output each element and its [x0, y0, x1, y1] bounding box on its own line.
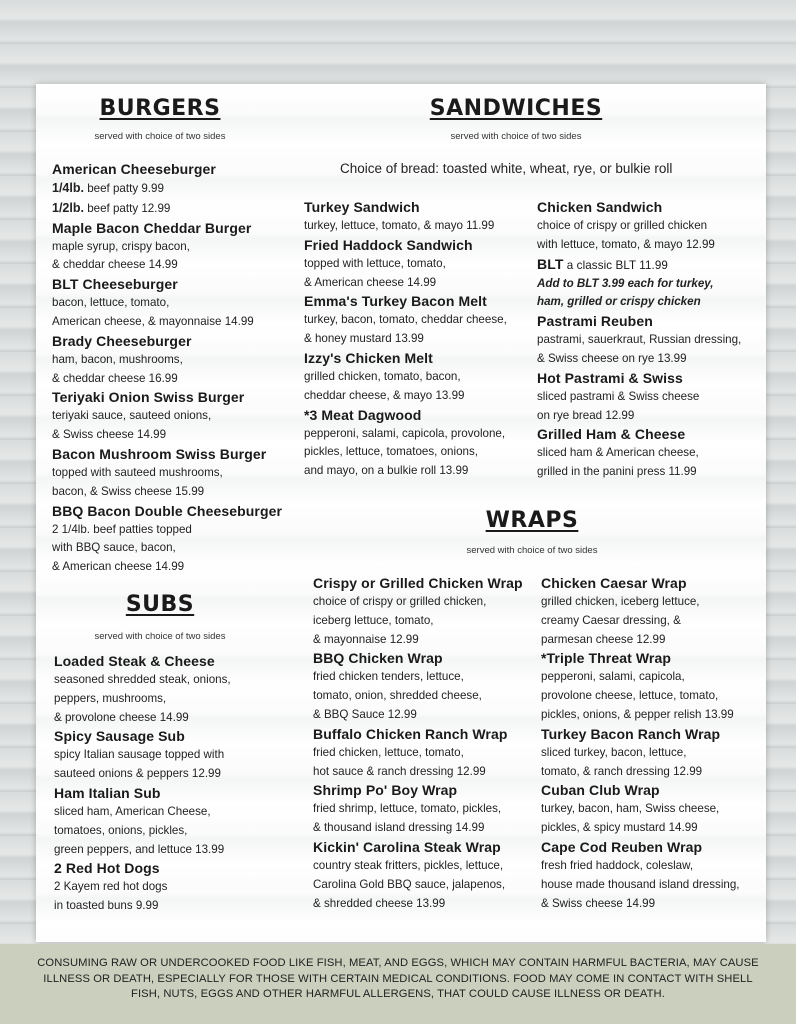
item-desc: & American cheese 14.99 — [52, 560, 185, 574]
menu-item — [54, 784, 231, 859]
menu-item — [52, 219, 282, 276]
item-desc: hot sauce & ranch dressing 12.99 — [313, 764, 486, 778]
item-name: Teriyaki Onion Swiss Burger — [52, 389, 245, 406]
item-desc: 2 Kayem red hot dogs — [54, 880, 168, 894]
item-name: Loaded Steak & Cheese — [54, 653, 215, 669]
menu-item — [304, 236, 507, 293]
item-desc: teriyaki sauce, sauteed onions, — [52, 409, 212, 423]
item-desc: pepperoni, salami, capicola, provolone, — [304, 426, 506, 440]
item-desc: American cheese, & mayonnaise 14.99 — [52, 314, 254, 328]
item-name: Emma's Turkey Bacon Melt — [304, 293, 487, 310]
item-desc: iceberg lettuce, tomato, — [313, 613, 434, 627]
allergen-warning: CONSUMING RAW OR UNDERCOOKED FOOD LIKE FISH, MEAT, AND EGGS, WHICH MAY CONTAIN HARMFUL BACTERIA, MAY CAUSE ILLNESS OR DEATH, ESPECIALLY FOR THOSE WITH CERTAIN MEDICAL CONDITIONS. FOOD MAY COME IN CONTACT WITH SHELL FISH, NUTS, EGGS AND OTHER HARMFUL ALLERGENS, THAT COULD CAUSE ILLNESS OR DEATH. — [37, 957, 759, 1000]
item-name: BBQ Chicken Wrap — [313, 650, 443, 667]
item-name: Grilled Ham & Cheese — [537, 426, 686, 443]
item-name: Fried Haddock Sandwich — [304, 236, 473, 253]
menu-item — [52, 445, 282, 502]
item-desc: with BBQ sauce, bacon, — [52, 541, 176, 555]
menu-item — [541, 838, 740, 913]
blt-name: BLT — [537, 255, 564, 272]
menu-item — [52, 388, 282, 445]
item-desc: pickles, onions, & pepper relish 13.99 — [541, 707, 734, 721]
item-name: Buffalo Chicken Ranch Wrap — [313, 725, 508, 742]
menu-item — [52, 332, 282, 389]
menu-item — [52, 160, 282, 219]
bread-choice: Choice of bread: toasted white, wheat, rye, or bulkie roll — [340, 161, 673, 176]
item-addon: ham, grilled or crispy chicken — [537, 295, 701, 309]
item-desc: & BBQ Sauce 12.99 — [313, 707, 417, 721]
menu-item — [54, 859, 231, 916]
item-name: Turkey Sandwich — [304, 199, 420, 215]
wraps-right-column — [541, 574, 740, 913]
item-desc: & shredded cheese 13.99 — [313, 896, 446, 910]
menu-item — [313, 725, 523, 782]
item-desc: turkey, lettuce, tomato, & mayo 11.99 — [304, 219, 495, 232]
wraps-heading: WRAPS — [485, 508, 579, 533]
menu-item — [541, 725, 740, 782]
item-addon: Add to BLT 3.99 each for turkey, — [537, 276, 714, 290]
menu-item — [313, 838, 523, 913]
patty-size: 1/2lb. — [52, 200, 84, 215]
item-desc: & cheddar cheese 16.99 — [52, 371, 178, 385]
item-name: Hot Pastrami & Swiss — [537, 369, 683, 386]
menu-item — [537, 198, 741, 255]
menu-item — [537, 255, 741, 313]
item-name: Shrimp Po' Boy Wrap — [313, 782, 458, 799]
item-desc: fried chicken, lettuce, tomato, — [313, 745, 464, 759]
item-name: BLT Cheeseburger — [52, 276, 178, 293]
menu-item — [54, 727, 231, 784]
menu-item — [313, 649, 523, 724]
item-desc: pickles, lettuce, tomatoes, onions, — [304, 445, 478, 459]
item-desc: fried shrimp, lettuce, tomato, pickles, — [313, 802, 502, 816]
item-desc: bacon, lettuce, tomato, — [52, 296, 170, 310]
item-desc: fried chicken tenders, lettuce, — [313, 670, 464, 684]
burgers-column — [52, 160, 282, 577]
item-desc: sliced ham & American cheese, — [537, 446, 699, 460]
item-desc: ham, bacon, mushrooms, — [52, 352, 183, 366]
menu-item — [304, 349, 507, 406]
item-name: Pastrami Reuben — [537, 313, 653, 330]
item-desc — [52, 179, 282, 199]
item-desc: & honey mustard 13.99 — [304, 332, 424, 346]
item-desc: grilled chicken, tomato, bacon, — [304, 369, 461, 383]
subs-subtitle: served with choice of two sides — [94, 631, 226, 642]
item-desc: pastrami, sauerkraut, Russian dressing, — [537, 333, 742, 347]
item-desc: & American cheese 14.99 — [304, 275, 437, 289]
item-name: Spicy Sausage Sub — [54, 728, 185, 745]
menu-item — [304, 406, 507, 481]
item-name: Chicken Sandwich — [537, 199, 663, 215]
item-name: *3 Meat Dagwood — [304, 406, 422, 423]
item-desc: grilled in the panini press 11.99 — [537, 465, 697, 479]
item-name — [537, 255, 741, 275]
menu-item — [52, 502, 282, 577]
item-desc: tomatoes, onions, pickles, — [54, 823, 188, 837]
menu-item — [313, 781, 523, 838]
wraps-left-column — [313, 574, 523, 913]
item-name: Crispy or Grilled Chicken Wrap — [313, 575, 523, 591]
burgers-subtitle: served with choice of two sides — [94, 131, 226, 142]
item-desc: and mayo, on a bulkie roll 13.99 — [304, 464, 469, 478]
item-name: Izzy's Chicken Melt — [304, 349, 433, 366]
item-desc: provolone cheese, lettuce, tomato, — [541, 689, 719, 703]
item-desc: pickles, & spicy mustard 14.99 — [541, 821, 698, 835]
allergen-footer — [0, 944, 796, 1024]
item-desc: Carolina Gold BBQ sauce, jalapenos, — [313, 877, 506, 891]
item-name: BBQ Bacon Double Cheeseburger — [52, 502, 283, 519]
item-desc: & Swiss cheese on rye 13.99 — [537, 351, 687, 365]
item-desc: & mayonnaise 12.99 — [313, 632, 419, 646]
menu-item — [54, 652, 231, 727]
item-name: Kickin' Carolina Steak Wrap — [313, 838, 501, 855]
item-desc: sauteed onions & peppers 12.99 — [54, 767, 221, 781]
item-desc: choice of crispy or grilled chicken — [537, 219, 708, 232]
menu-item — [541, 781, 740, 838]
item-desc: choice of crispy or grilled chicken, — [313, 595, 487, 608]
item-name: Cape Cod Reuben Wrap — [541, 838, 703, 855]
item-desc: on rye bread 12.99 — [537, 408, 635, 422]
subs-column — [54, 652, 231, 916]
item-desc: & Swiss cheese 14.99 — [52, 428, 167, 442]
item-desc: maple syrup, crispy bacon, — [52, 239, 190, 253]
item-desc: turkey, bacon, tomato, cheddar cheese, — [304, 313, 507, 327]
item-name: Chicken Caesar Wrap — [541, 575, 687, 591]
item-desc: & Swiss cheese 14.99 — [541, 896, 656, 910]
item-desc: creamy Caesar dressing, & — [541, 613, 681, 627]
item-name: Ham Italian Sub — [54, 784, 161, 801]
item-desc: grilled chicken, iceberg lettuce, — [541, 595, 700, 608]
menu-item — [541, 649, 740, 724]
item-desc: house made thousand island dressing, — [541, 877, 740, 891]
patty-size: 1/4lb. — [52, 181, 84, 195]
item-desc: in toasted buns 9.99 — [54, 899, 159, 913]
item-desc: & cheddar cheese 14.99 — [52, 258, 178, 272]
subs-heading: SUBS — [125, 592, 195, 617]
item-desc: & provolone cheese 14.99 — [54, 710, 189, 724]
sandwiches-left-column — [304, 198, 507, 481]
patty-price: beef patty 9.99 — [83, 182, 164, 195]
item-desc: sliced pastrami & Swiss cheese — [537, 389, 700, 403]
item-desc: seasoned shredded steak, onions, — [54, 673, 231, 686]
menu-item — [537, 425, 741, 482]
burgers-heading: BURGERS — [99, 96, 221, 121]
blt-desc: a classic BLT 11.99 — [563, 258, 668, 272]
item-desc: sliced ham, American Cheese, — [54, 804, 211, 818]
menu-item — [313, 574, 523, 649]
item-desc — [52, 199, 282, 219]
item-desc: bacon, & Swiss cheese 15.99 — [52, 484, 205, 498]
item-desc: turkey, bacon, ham, Swiss cheese, — [541, 802, 720, 816]
item-name: American Cheeseburger — [52, 161, 216, 177]
sandwiches-heading: SANDWICHES — [429, 96, 603, 121]
item-desc: parmesan cheese 12.99 — [541, 632, 666, 646]
item-desc: 2 1/4lb. beef patties topped — [52, 522, 192, 536]
item-desc: cheddar cheese, & mayo 13.99 — [304, 388, 465, 402]
item-desc: country steak fritters, pickles, lettuce, — [313, 858, 504, 872]
item-desc: & thousand island dressing 14.99 — [313, 821, 485, 835]
sandwiches-subtitle: served with choice of two sides — [450, 131, 582, 142]
item-desc: tomato, onion, shredded cheese, — [313, 689, 482, 703]
menu-item — [541, 574, 740, 649]
item-name: 2 Red Hot Dogs — [54, 860, 160, 877]
wraps-subtitle: served with choice of two sides — [466, 545, 598, 556]
item-desc: topped with sauteed mushrooms, — [52, 465, 223, 479]
item-desc: with lettuce, tomato, & mayo 12.99 — [537, 237, 715, 251]
item-name: Turkey Bacon Ranch Wrap — [541, 725, 721, 742]
item-desc: spicy Italian sausage topped with — [54, 748, 225, 762]
menu-item — [304, 292, 507, 349]
item-name: *Triple Threat Wrap — [541, 650, 672, 667]
item-desc: topped with lettuce, tomato, — [304, 256, 446, 270]
item-desc: sliced turkey, bacon, lettuce, — [541, 745, 687, 759]
patty-price: beef patty 12.99 — [83, 201, 171, 215]
item-name: Cuban Club Wrap — [541, 782, 660, 799]
item-desc: fresh fried haddock, coleslaw, — [541, 858, 694, 872]
menu-item — [537, 369, 741, 426]
item-name: Maple Bacon Cheddar Burger — [52, 219, 252, 236]
item-name: Brady Cheeseburger — [52, 332, 192, 349]
menu-item — [304, 198, 507, 236]
menu-item — [537, 312, 741, 369]
menu-item — [52, 275, 282, 332]
item-desc: tomato, & ranch dressing 12.99 — [541, 764, 703, 778]
item-desc: pepperoni, salami, capicola, — [541, 670, 685, 684]
item-desc: green peppers, and lettuce 13.99 — [54, 842, 225, 856]
sandwiches-right-column — [537, 198, 741, 482]
item-name: Bacon Mushroom Swiss Burger — [52, 445, 267, 462]
item-desc: peppers, mushrooms, — [54, 691, 167, 705]
